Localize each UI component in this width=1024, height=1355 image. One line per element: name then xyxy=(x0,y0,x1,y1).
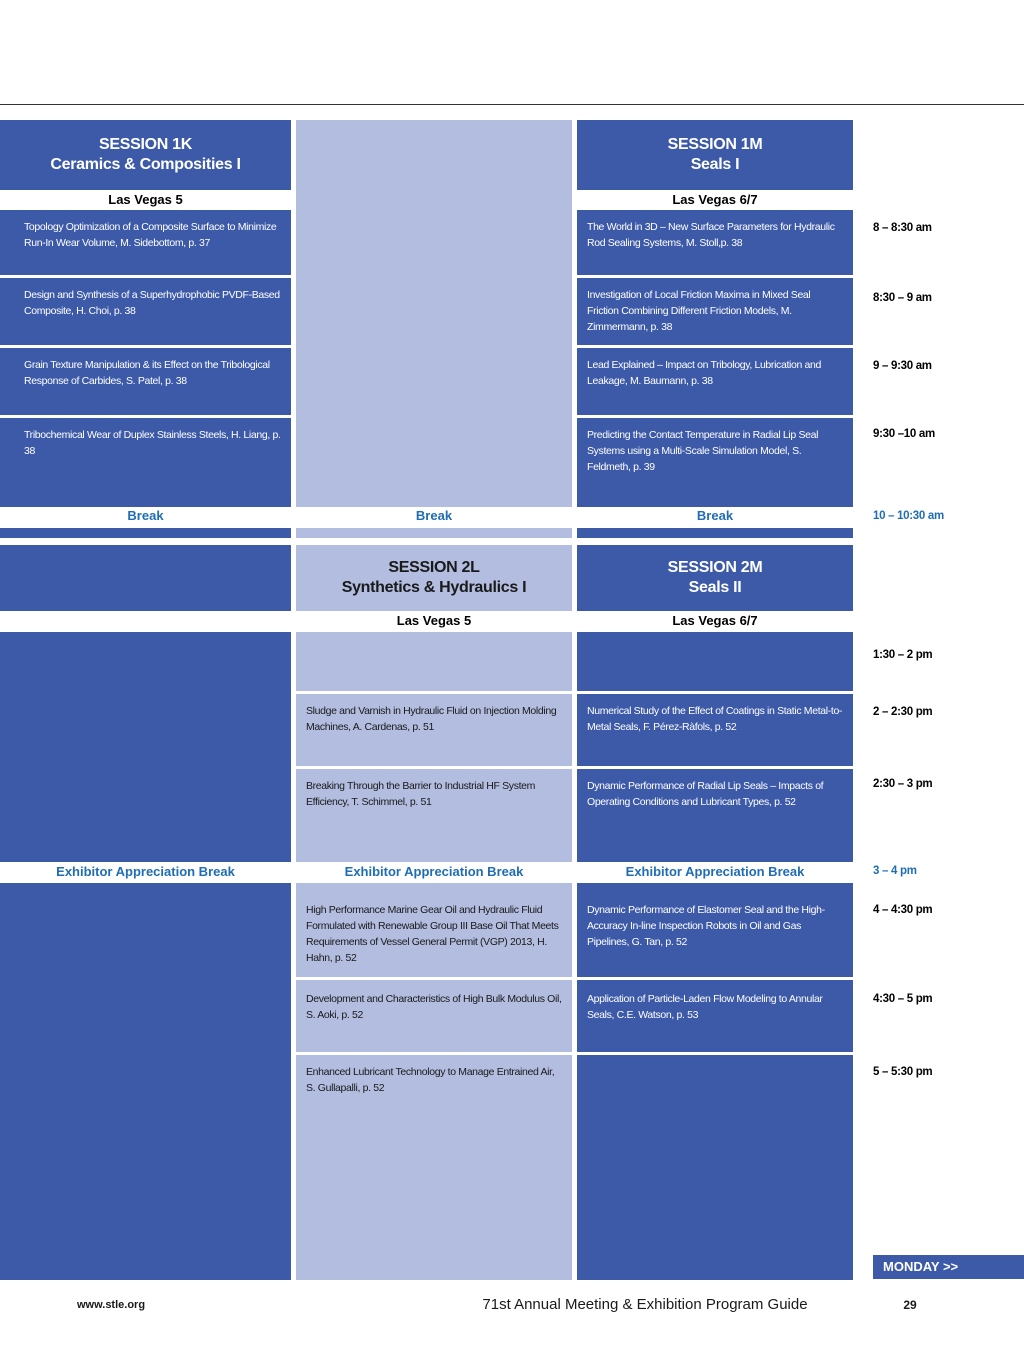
break-bar xyxy=(577,528,853,538)
talk-2l-2[interactable]: Breaking Through the Barrier to Industrial HF System Efficiency, T. Schimmel, p. 51 xyxy=(296,769,572,862)
talk-2l-3[interactable]: High Performance Marine Gear Oil and Hydraulic Fluid Formulated with Renewable Group III Base Oil That Meets Requirements of Vessel General Permit (VGP) 2013, H. Hahn, p. 52 xyxy=(296,883,572,977)
talk-2m-2[interactable]: Dynamic Performance of Radial Lip Seals – Impacts of Operating Conditions and Lubricant Types, p. 52 xyxy=(577,769,853,862)
page-number: 29 xyxy=(903,1298,917,1312)
session-1k-room: Las Vegas 5 xyxy=(108,192,183,207)
time-slot: 5 – 5:30 pm xyxy=(873,1066,933,1078)
break-2: Break xyxy=(415,508,453,523)
next-day-tab[interactable]: MONDAY >> xyxy=(873,1255,1024,1279)
exhibitor-break-2: Exhibitor Appreciation Break xyxy=(344,864,524,879)
talk-1m-3[interactable]: Lead Explained – Impact on Tribology, Lubrication and Leakage, M. Baumann, p. 38 xyxy=(577,348,853,415)
session-2m-header xyxy=(577,545,853,611)
session-2l-room: Las Vegas 5 xyxy=(396,613,472,628)
top-rule xyxy=(0,104,1024,105)
session-2l-header xyxy=(296,545,572,611)
talk-1k-2[interactable]: Design and Synthesis of a Superhydrophobic PVDF-Based Composite, H. Choi, p. 38 xyxy=(0,278,291,345)
break-3: Break xyxy=(696,508,734,523)
time-slot: 10 – 10:30 am xyxy=(873,510,944,522)
session-1k-header xyxy=(0,120,291,190)
exhibitor-break-3: Exhibitor Appreciation Break xyxy=(625,864,805,879)
time-slot: 2:30 – 3 pm xyxy=(873,778,933,790)
break-1: Break xyxy=(127,508,164,523)
time-slot: 8 – 8:30 am xyxy=(873,222,932,234)
empty-block xyxy=(296,120,572,507)
time-slot: 1:30 – 2 pm xyxy=(873,649,933,661)
talk-2m-4[interactable]: Application of Particle-Laden Flow Modeling to Annular Seals, C.E. Watson, p. 53 xyxy=(577,980,853,1052)
empty-block xyxy=(0,632,291,862)
session-1m-room: Las Vegas 6/7 xyxy=(672,192,758,207)
time-slot: 9 – 9:30 am xyxy=(873,360,932,372)
time-slot: 3 – 4 pm xyxy=(873,865,917,877)
session-title: Seals I xyxy=(690,156,740,173)
session-code: SESSION 1K xyxy=(98,136,193,153)
empty-block xyxy=(0,883,291,1280)
session-2m-room: Las Vegas 6/7 xyxy=(672,613,758,628)
talk-2l-4[interactable]: Development and Characteristics of High Bulk Modulus Oil, S. Aoki, p. 52 xyxy=(296,980,572,1052)
talk-2l-1[interactable]: Sludge and Varnish in Hydraulic Fluid on Injection Molding Machines, A. Cardenas, p. 51 xyxy=(296,694,572,766)
talk-2l-5[interactable]: Enhanced Lubricant Technology to Manage Entrained Air, S. Gullapalli, p. 52 xyxy=(296,1055,572,1280)
time-slot: 4:30 – 5 pm xyxy=(873,993,933,1005)
talk-1m-4[interactable]: Predicting the Contact Temperature in Radial Lip Seal Systems using a Multi-Scale Simulation Model, S. Feldmeth, p. 39 xyxy=(577,418,853,507)
time-slot: 2 – 2:30 pm xyxy=(873,706,933,718)
empty-block xyxy=(296,632,572,691)
empty-block xyxy=(577,632,853,691)
session-title: Ceramics & Composities I xyxy=(50,156,241,173)
footer-url[interactable]: www.stle.org xyxy=(77,1299,146,1311)
talk-1k-1[interactable]: Topology Optimization of a Composite Surface to Minimize Run-In Wear Volume, M. Sidebottom, p. 37 xyxy=(0,210,291,275)
exhibitor-break-1: Exhibitor Appreciation Break xyxy=(56,864,235,879)
time-slot: 4 – 4:30 pm xyxy=(873,904,933,916)
time-slot: 9:30 –10 am xyxy=(873,428,935,440)
session-code: SESSION 1M xyxy=(667,136,763,153)
time-slot: 8:30 – 9 am xyxy=(873,292,932,304)
footer-title: 71st Annual Meeting & Exhibition Program Guide xyxy=(482,1296,808,1313)
talk-2m-3[interactable]: Dynamic Performance of Elastomer Seal and the High-Accuracy In-line Inspection Robots in Oil and Gas Pipelines, G. Tan, p. 52 xyxy=(577,883,853,977)
session-1m-header xyxy=(577,120,853,190)
talk-2m-1[interactable]: Numerical Study of the Effect of Coatings in Static Metal-to-Metal Seals, F. Pérez-Ràfols, p. 52 xyxy=(577,694,853,766)
session-title: Seals II xyxy=(688,579,742,596)
empty-header-block xyxy=(0,545,291,611)
session-code: SESSION 2M xyxy=(667,559,763,576)
break-bar xyxy=(0,528,291,538)
empty-block xyxy=(577,1055,853,1280)
session-title: Synthetics & Hydraulics I xyxy=(341,579,527,596)
talk-1m-1[interactable]: The World in 3D – New Surface Parameters for Hydraulic Rod Sealing Systems, M. Stoll,p. 38 xyxy=(577,210,853,275)
break-bar xyxy=(296,528,572,538)
talk-1m-2[interactable]: Investigation of Local Friction Maxima in Mixed Seal Friction Combining Different Friction Models, M. Zimmermann, p. 38 xyxy=(577,278,853,345)
talk-1k-3[interactable]: Grain Texture Manipulation & its Effect on the Tribological Response of Carbides, S. Patel, p. 38 xyxy=(0,348,291,415)
talk-1k-4[interactable]: Tribochemical Wear of Duplex Stainless Steels, H. Liang, p. 38 xyxy=(0,418,291,507)
session-code: SESSION 2L xyxy=(388,559,480,576)
